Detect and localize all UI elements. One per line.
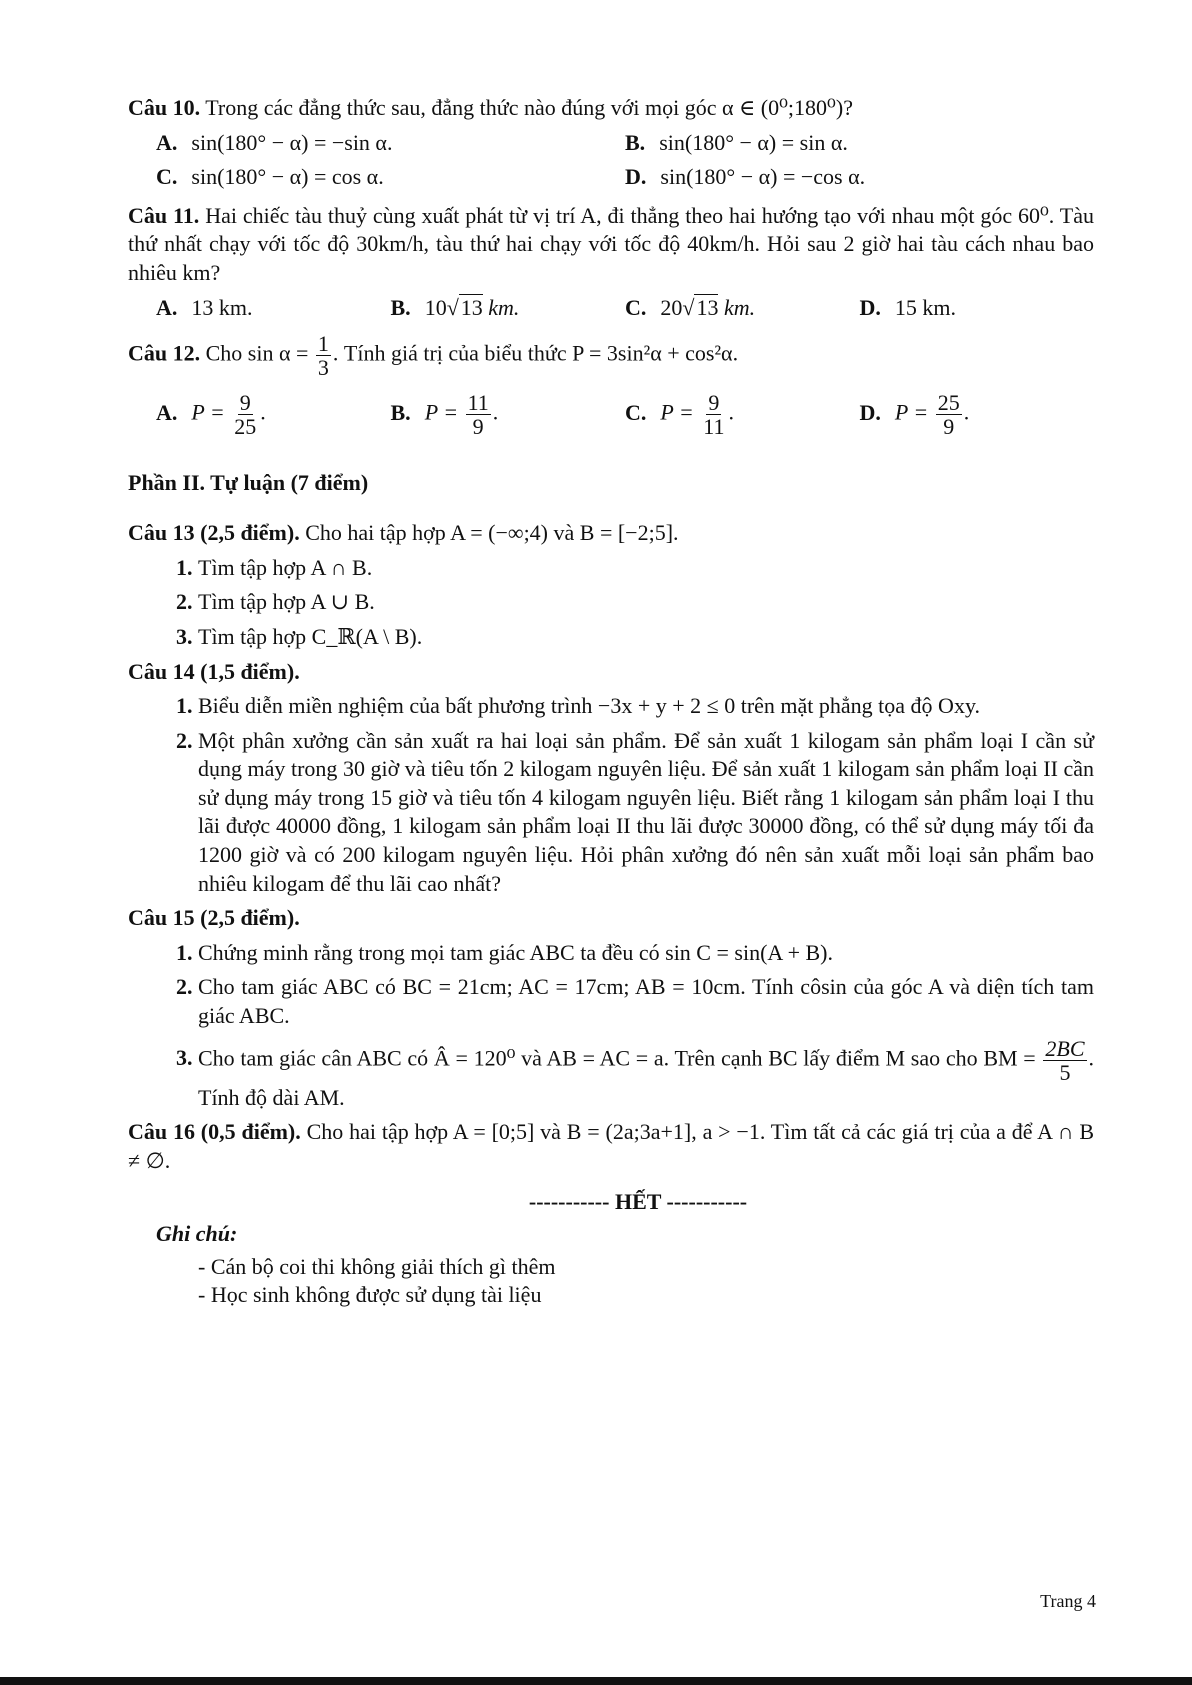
option-a[interactable]: A. 13 km. [156, 294, 253, 320]
subquestion: 2. Một phân xưởng cần sản xuất ra hai loại sản phẩm. Để sản xuất 1 kilogam sản phẩm loại I cần sử dụng máy trong 30 giờ và tiêu tốn 2 kilogam nguyên liệu. Để sản xuất 1 kilogam sản phẩm loại II cần sử dụng máy trong 15 giờ và tiêu tốn 4 kilogam nguyên liệu. Biết rằng 1 kilogam sản phẩm loại I thu lãi được 40000 đồng, 1 kilogam sản phẩm loại II thu lãi được 30000 đồng, có thể sử dụng máy tối đa 1200 giờ và có 200 kilogam nguyên liệu. Hỏi phân xưởng đó nên sản xuất mỗi loại sản phẩm bao nhiêu kilogam để thu lãi cao nhất? [198, 727, 1094, 899]
question-label: Câu 13 (2,5 điểm). [128, 520, 300, 546]
question-12: Câu 12. Cho sin α = $\frac{1}{3}$ . Tính giá trị của biểu thức P = 3sin²α + cos²α. [128, 331, 739, 381]
option-a[interactable]: A. sin(180° − α) = −sin α. [156, 129, 393, 155]
subquestion-list [128, 554, 1094, 652]
option-c[interactable]: C. sin(180° − α) = cos α. [156, 164, 384, 190]
options-row [156, 163, 1094, 192]
question-label: Câu 15 (2,5 điểm). [128, 905, 300, 931]
question-label: Câu 10. [128, 95, 201, 120]
subquestion: 2. Tìm tập hợp A ∪ B. [198, 588, 1094, 617]
subquestion: 1. Biểu diễn miền nghiệm của bất phương trình −3x + y + 2 ≤ 0 trên mặt phẳng tọa độ Oxy. [198, 692, 1094, 721]
question-11 [128, 202, 1094, 288]
question-14 [128, 658, 1094, 687]
question-label: Câu 12. [128, 340, 201, 366]
question-15 [128, 904, 1094, 933]
option-d[interactable]: D. P = $\frac{25}{9}$ . [859, 390, 970, 440]
fraction: $\frac{2BC}{5}$ [1045, 1035, 1085, 1085]
note-title: Ghi chú: [156, 1221, 238, 1247]
note-block [156, 1220, 1094, 1310]
options-row [156, 294, 1094, 323]
question-10 [128, 94, 1094, 123]
option-c[interactable]: C. 20√13 km. [625, 294, 756, 320]
subquestion-list [128, 692, 1094, 898]
question-16: Câu 16 (0,5 điểm). Cho hai tập hợp A = [0;5] và B = (2a;3a+1], a > −1. Tìm tất cả các giá trị của a để A ∩ B ≠ ∅. [128, 1119, 1095, 1173]
option-b[interactable]: B. P = $\frac{11}{9}$ . [390, 390, 499, 440]
option-b[interactable]: B. 10√13 km. [390, 294, 520, 320]
subquestion: 1. Chứng minh rằng trong mọi tam giác ABC ta đều có sin C = sin(A + B). [198, 939, 1094, 968]
question-label: Câu 14 (1,5 điểm). [128, 658, 300, 684]
subquestion: 3. Cho tam giác cân ABC có Â = 120⁰ và AB = AC = a. Trên cạnh BC lấy điểm M sao cho BM = $\frac{2BC}{5}$ . Tính độ dài AM. [198, 1037, 1094, 1113]
subquestion: 1. Tìm tập hợp A ∩ B. [198, 554, 1094, 583]
question-label: Câu 16 (0,5 điểm). [128, 1119, 301, 1145]
options-row [156, 129, 1094, 158]
note-line: - Cán bộ coi thi không giải thích gì thêm [198, 1253, 556, 1279]
question-text: Trong các đẳng thức sau, đẳng thức nào đúng với mọi góc α ∈ (0⁰;180⁰)? [205, 95, 853, 120]
fraction: $\frac{1}{3}$ [317, 331, 329, 381]
option-c[interactable]: C. P = $\frac{9}{11}$ . [625, 390, 734, 440]
bottom-border [0, 1677, 1192, 1685]
option-d[interactable]: D. sin(180° − α) = −cos α. [625, 164, 866, 190]
option-a[interactable]: A. P = $\frac{9}{25}$ . [156, 390, 266, 440]
end-marker: ----------- HẾT ----------- [528, 1188, 748, 1214]
question-label: Câu 11. [128, 202, 200, 228]
option-d[interactable]: D. 15 km. [859, 294, 957, 320]
subquestion: 3. Tìm tập hợp C_ℝ(A \ B). [198, 623, 1094, 652]
section-heading: Phần II. Tự luận (7 điểm) [128, 469, 369, 495]
question-text: Hai chiếc tàu thuỷ cùng xuất phát từ vị trí A, đi thẳng theo hai hướng tạo với nhau một góc 60⁰. Tàu thứ nhất chạy với tốc độ 30km/h, tàu thứ hai chạy với tốc độ 40km/h. Hỏi sau 2 giờ hai tàu cách nhau bao nhiêu km? [128, 202, 1094, 285]
note-line: - Học sinh không được sử dụng tài liệu [198, 1282, 542, 1308]
option-b[interactable]: B. sin(180° − α) = sin α. [625, 129, 848, 155]
options-row [156, 391, 1094, 438]
exam-page [128, 94, 1094, 1310]
page-number: Trang 4 [1040, 1591, 1096, 1611]
question-13: Câu 13 (2,5 điểm). Cho hai tập hợp A = (−∞;4) và B = [−2;5]. [128, 520, 679, 546]
subquestion: 2. Cho tam giác ABC có BC = 21cm; AC = 17cm; AB = 10cm. Tính côsin của góc A và diện tích tam giác ABC. [198, 973, 1094, 1030]
subquestion-list [128, 939, 1094, 1113]
